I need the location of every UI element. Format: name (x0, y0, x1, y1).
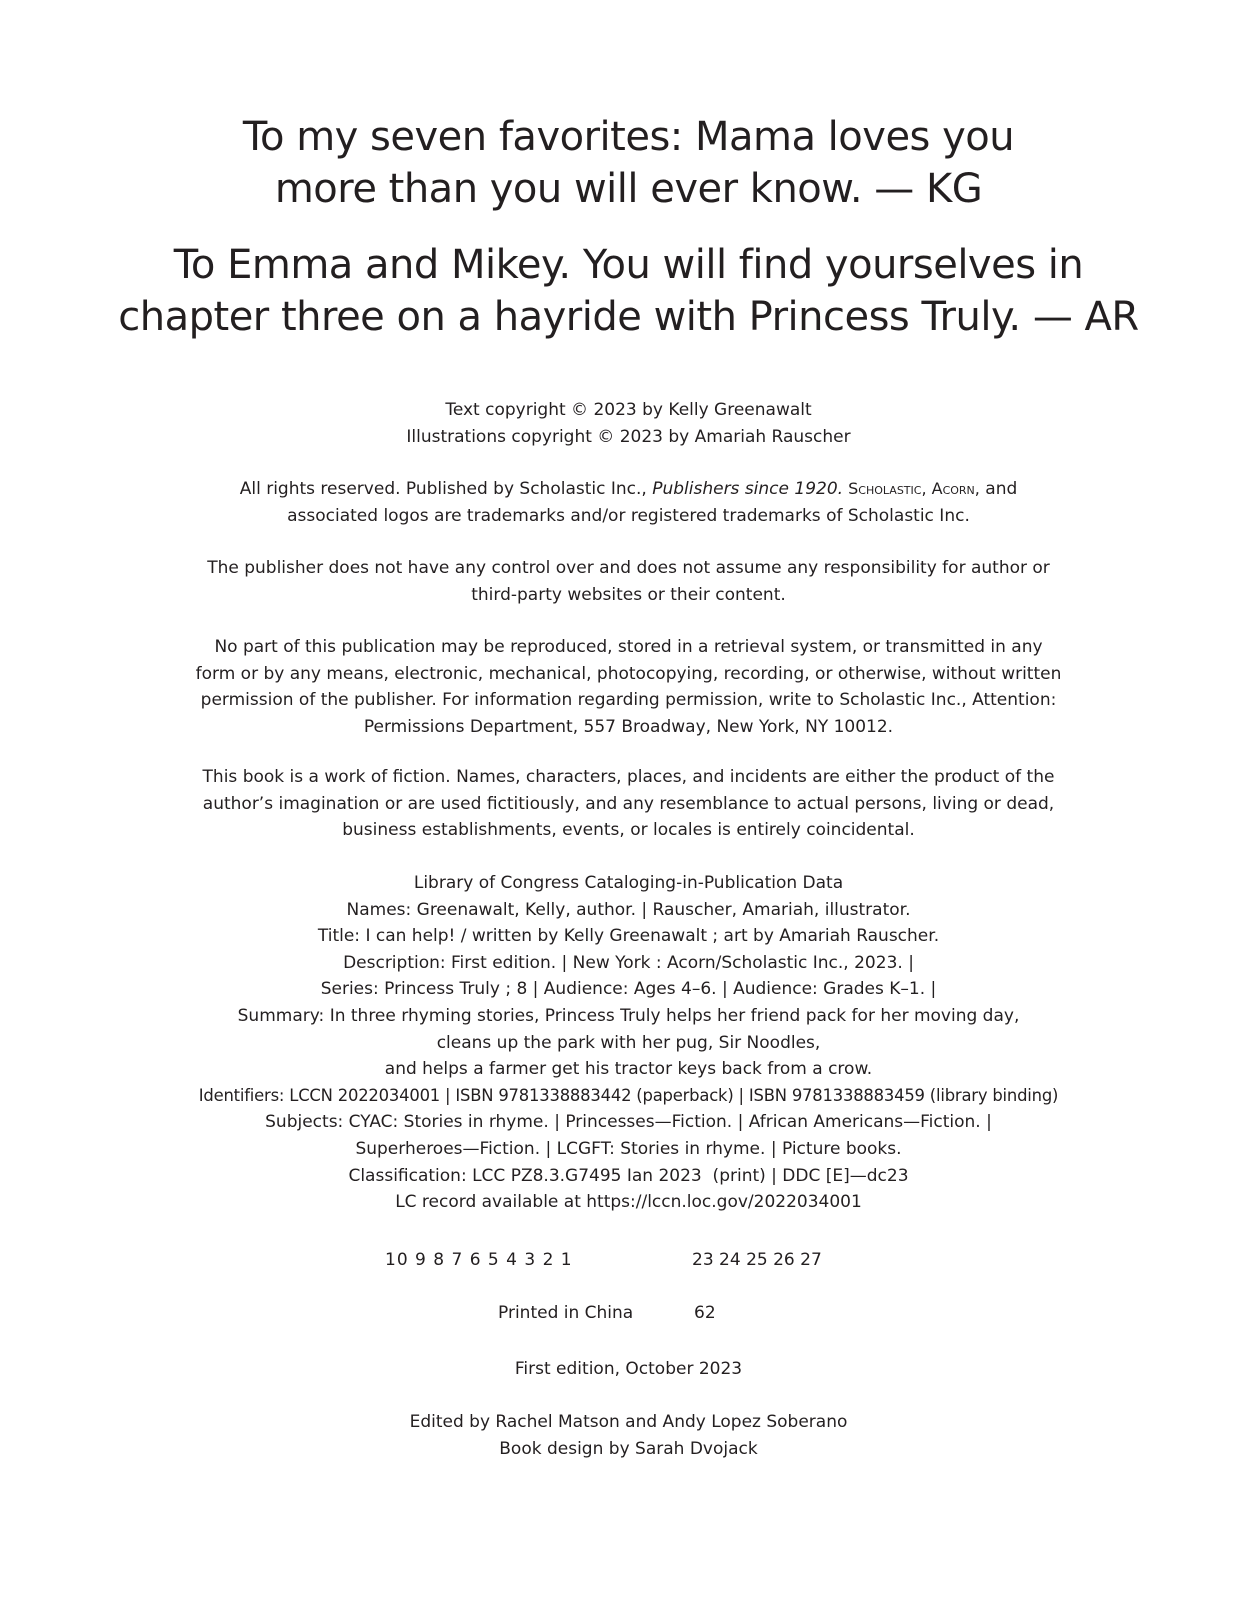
dedication-kg (0, 111, 1257, 215)
cip-classification: Classification: LCC PZ8.3.G7495 Ian 2023 (print) | DDC [E]—dc23 (348, 1165, 909, 1186)
rights-line-1 (0, 476, 1257, 503)
publishers-since: Publishers since 1920. (652, 479, 844, 499)
lc-record-link[interactable]: LC record available at https://lccn.loc.gov/2022034001 (395, 1192, 862, 1213)
plant-code: 62 (694, 1303, 716, 1323)
cip-identifiers: Identifiers: LCCN 2022034001 | ISBN 9781338883442 (paperback) | ISBN 9781338883459 (library binding) (198, 1085, 1059, 1105)
editors-credit: Edited by Rachel Matson and Andy Lopez Soberano (409, 1412, 848, 1432)
dedication-kg-line-1: To my seven favorites: Mama loves you (242, 114, 1015, 160)
dedication-kg-line-2: more than you will ever know. — KG (274, 166, 983, 212)
cip-subjects-1: Subjects: CYAC: Stories in rhyme. | Princesses—Fiction. | African Americans—Fiction. | (265, 1112, 992, 1133)
printing-year-line: 23 24 25 26 27 (692, 1250, 822, 1270)
no-part-line-4: Permissions Department, 557 Broadway, New York, NY 10012. (363, 716, 894, 737)
edition-statement (0, 1356, 1257, 1383)
illustrations-copyright: Illustrations copyright © 2023 by Amariah Rauscher (406, 426, 851, 447)
dedication-ar-line-1: To Emma and Mikey. You will find yourselves in (173, 242, 1084, 288)
printed-in: Printed in China (498, 1303, 634, 1323)
cip-series: Series: Princess Truly ; 8 | Audience: Ages 4–6. | Audience: Grades K–1. | (320, 979, 937, 1000)
cip-description: Description: First edition. | New York : Acorn/Scholastic Inc., 2023. | (343, 952, 914, 973)
cip-summary-2: cleans up the park with her pug, Sir Noodles, (436, 1032, 821, 1053)
rights-line-2: associated logos are trademarks and/or registered trademarks of Scholastic Inc. (287, 505, 970, 526)
no-part-line-1: No part of this publication may be reproduced, stored in a retrieval system, or transmitted in any (214, 637, 1043, 657)
cip-summary-3: and helps a farmer get his tractor keys back from a crow. (384, 1059, 873, 1080)
edition-text: First edition, October 2023 (514, 1359, 743, 1379)
cip-subjects-2: Superheroes—Fiction. | LCGFT: Stories in rhyme. | Picture books. (355, 1138, 902, 1159)
printing-number-line: 10 9 8 7 6 5 4 3 2 1 (385, 1250, 573, 1270)
fiction-line-3: business establishments, events, or locales is entirely coincidental. (342, 820, 915, 841)
fiction-disclaimer (0, 764, 1257, 844)
no-part-line-2: form or by any means, electronic, mechanical, photocopying, recording, or otherwise, without written (195, 663, 1062, 684)
dedication-ar (0, 239, 1257, 343)
dedication-ar-line-2: chapter three on a hayride with Princess Truly. — AR (118, 294, 1139, 340)
text-copyright: Text copyright © 2023 by Kelly Greenawalt (445, 400, 812, 420)
no-part-line-3: permission of the publisher. For information regarding permission, write to Scholastic Inc., Attention: (200, 690, 1057, 711)
printer-key (0, 1250, 1257, 1278)
trademark-names: Scholastic, Acorn, (843, 479, 980, 498)
cip-heading: Library of Congress Cataloging-in-Publication Data (413, 873, 844, 893)
fiction-line-2: author’s imagination or are used fictitiously, and any resemblance to actual persons, living or dead, (202, 793, 1055, 814)
rights-reserved (0, 476, 1257, 529)
fiction-line-1: This book is a work of fiction. Names, characters, places, and incidents are either the product of the (202, 767, 1055, 787)
rights-line-1-b: and (979, 479, 1018, 499)
cip-names: Names: Greenawalt, Kelly, author. | Rauscher, Amariah, illustrator. (346, 899, 911, 920)
publisher-disclaimer (0, 555, 1257, 608)
design-credit: Book design by Sarah Dvojack (499, 1438, 758, 1459)
cip-title: Title: I can help! / written by Kelly Greenawalt ; art by Amariah Rauscher. (317, 926, 940, 947)
publisher-note-line-1: The publisher does not have any control over and does not assume any responsibility for author or (207, 558, 1050, 578)
reproduction-notice (0, 634, 1257, 740)
copyright-notice (0, 397, 1257, 450)
publisher-note-line-2: third-party websites or their content. (471, 584, 786, 605)
cip-data (0, 870, 1257, 1216)
cip-summary-1: Summary: In three rhyming stories, Princess Truly helps her friend pack for her moving day, (237, 1005, 1020, 1026)
credits (0, 1409, 1257, 1462)
rights-line-1-a: All rights reserved. Published by Scholastic Inc., (239, 479, 653, 499)
